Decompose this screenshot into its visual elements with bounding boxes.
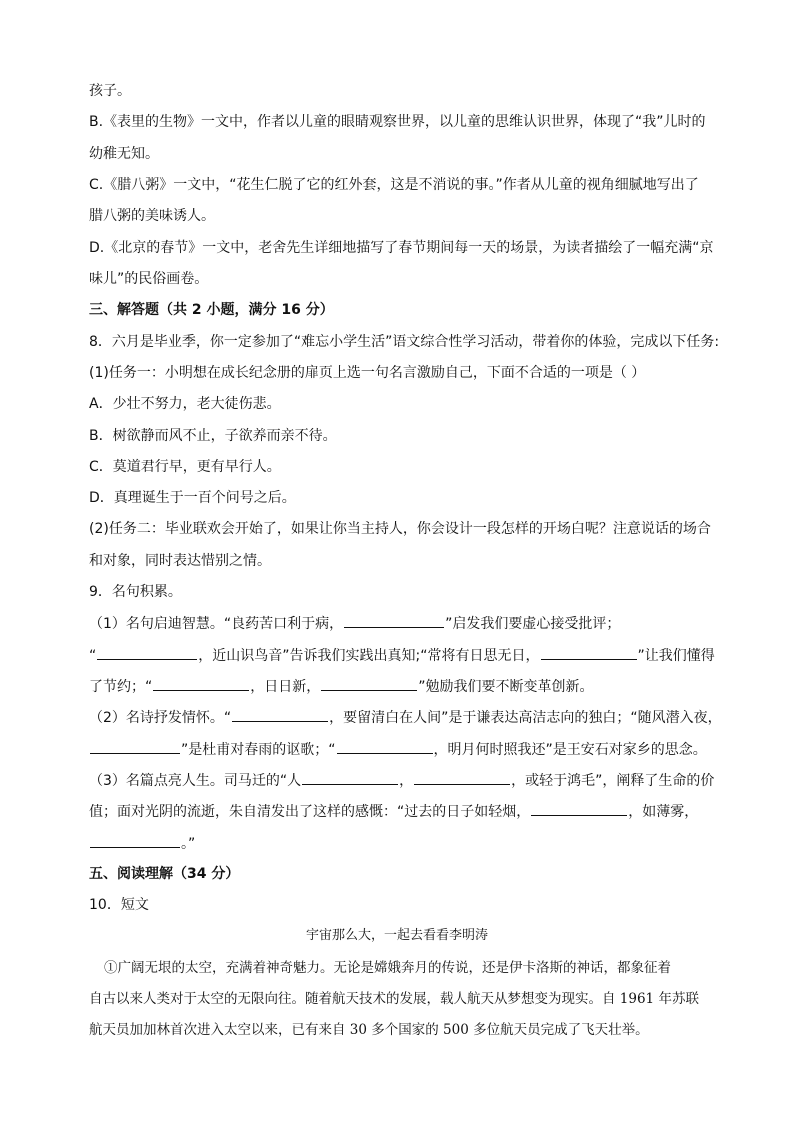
text-segment: ”让我们懂得 xyxy=(637,648,715,664)
text-segment: ，日日新， xyxy=(250,679,321,695)
answer-blank[interactable] xyxy=(321,676,417,691)
question-8-option-a: A．少壮不努力，老大徒伤悲。 xyxy=(89,396,281,412)
question-9-part3-line1 xyxy=(89,770,724,791)
option-b-line1: B.《表里的生物》一文中，作者以儿童的眼睛观察世界，以儿童的思维认识世界，体现了“我”儿时的 xyxy=(89,114,706,130)
answer-blank[interactable] xyxy=(414,770,510,785)
question-8-task2-line2: 和对象，同时表达惜别之情。 xyxy=(89,553,271,569)
text-segment: ，或轻于鸿毛”，阐释了生命的价 xyxy=(511,773,715,789)
text-segment: 值；面对光阴的流逝，朱自清发出了这样的感慨：“过去的日子如轻烟， xyxy=(89,804,531,820)
answer-blank[interactable] xyxy=(90,833,180,848)
question-8-task1: (1)任务一：小明想在成长纪念册的扉页上选一句名言激励自己，下面不合适的一项是（ ） xyxy=(89,365,646,381)
option-d-line1: D.《北京的春节》一文中，老舍先生详细地描写了春节期间每一天的场景，为读者描绘了一幅充满“京 xyxy=(89,240,714,256)
answer-blank[interactable] xyxy=(337,739,433,754)
answer-blank[interactable] xyxy=(90,739,180,754)
answer-blank[interactable] xyxy=(97,645,197,660)
text-segment: “ xyxy=(89,648,97,664)
section-5-heading: 五、阅读理解（34 分） xyxy=(89,866,240,882)
question-8-task2-line1: (2)任务二：毕业联欢会开始了，如果让你当主持人，你会设计一段怎样的开场白呢？注意说话的场合 xyxy=(89,521,711,537)
text-segment: ”启发我们要虚心接受批评； xyxy=(445,616,621,632)
option-d-line2: 味儿”的民俗画卷。 xyxy=(89,271,209,287)
question-8-option-c: C．莫道君行早，更有早行人。 xyxy=(89,459,281,475)
question-9-part1-line2 xyxy=(89,645,724,666)
question-9-part3-line2 xyxy=(89,801,724,822)
text-segment: 。” xyxy=(181,836,196,852)
text-segment: （2）名诗抒发情怀。“ xyxy=(89,710,232,726)
question-9-part1-line3 xyxy=(89,676,724,697)
article-title: 宇宙那么大，一起去看看李明涛 xyxy=(305,928,488,943)
text-segment: ”是杜甫对春雨的讴歌；“ xyxy=(181,742,336,758)
text-segment: ，要留清白在人间”是于谦表达高洁志向的独白；“随风潜入夜， xyxy=(329,710,722,726)
article-paragraph-line: 航天员加加林首次进入太空以来，已有来自 30 多个国家的 500 多位航天员完成了飞天壮举。 xyxy=(89,1022,649,1038)
question-9-part1-line1 xyxy=(89,613,724,634)
text-segment: ， xyxy=(399,773,414,789)
question-9-stem: 9．名句积累。 xyxy=(89,584,182,600)
option-c-line1: C.《腊八粥》一文中，“花生仁脱了它的红外套，这是不消说的事。”作者从儿童的视角细腻地写出了 xyxy=(89,177,699,193)
text-segment: 了节约；“ xyxy=(89,679,153,695)
answer-blank[interactable] xyxy=(302,770,398,785)
question-9-part2-line1 xyxy=(89,707,724,728)
option-b-line2: 幼稚无知。 xyxy=(89,146,159,162)
article-paragraph-line: ①广阔无垠的太空，充满着神奇魅力。无论是嫦娥奔月的传说，还是伊卡洛斯的神话，都象征着 xyxy=(104,960,671,976)
question-9-part3-line3 xyxy=(89,833,724,854)
article-paragraph-line: 自古以来人类对于太空的无限向往。随着航天技术的发展，载人航天从梦想变为现实。自 1961 年苏联 xyxy=(89,991,699,1007)
text-line: 孩子。 xyxy=(89,83,131,99)
question-8-option-d: D．真理诞生于一百个问号之后。 xyxy=(89,490,296,506)
text-segment: ，近山识鸟音”告诉我们实践出真知;“常将有日思无日， xyxy=(198,648,540,664)
section-3-heading: 三、解答题（共 2 小题，满分 16 分） xyxy=(89,302,334,318)
answer-blank[interactable] xyxy=(344,613,444,628)
answer-blank[interactable] xyxy=(153,676,249,691)
question-8-option-b: B．树欲静而风不止，子欲养而亲不待。 xyxy=(89,428,337,444)
text-segment: （1）名句启迪智慧。“良药苦口利于病， xyxy=(89,616,344,632)
text-segment: ，明月何时照我还”是王安石对家乡的思念。 xyxy=(433,742,707,758)
answer-blank[interactable] xyxy=(531,801,627,816)
answer-blank[interactable] xyxy=(232,707,328,722)
answer-blank[interactable] xyxy=(541,645,637,660)
option-c-line2: 腊八粥的美味诱人。 xyxy=(89,208,215,224)
question-9-part2-line2 xyxy=(89,739,724,760)
question-8-stem: 8．六月是毕业季，你一定参加了“难忘小学生活”语文综合性学习活动，带着你的体验，完成以下任务: xyxy=(89,334,720,350)
text-segment: ”勉励我们要不断变革创新。 xyxy=(418,679,594,695)
text-segment: ，如薄雾， xyxy=(628,804,699,820)
question-10-stem: 10．短文 xyxy=(89,897,149,913)
text-segment: （3）名篇点亮人生。司马迁的“人 xyxy=(89,773,302,789)
